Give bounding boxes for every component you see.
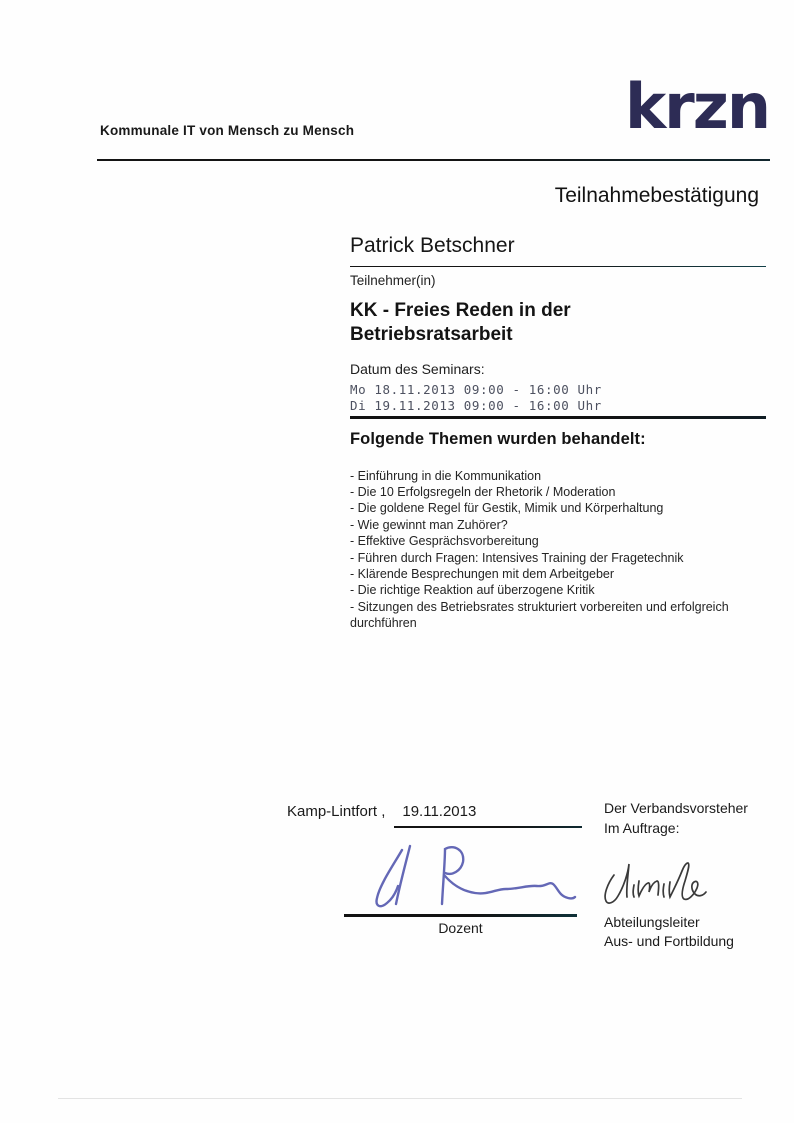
issuer-role-line1: Abteilungsleiter bbox=[604, 914, 700, 930]
seminar-session-row: Di 19.11.2013 09:00 - 16:00 Uhr bbox=[350, 398, 602, 413]
issuer-block bbox=[604, 799, 748, 838]
main-content bbox=[350, 234, 766, 632]
issuer-role-line2: Aus- und Fortbildung bbox=[604, 932, 734, 949]
topic-item: - Sitzungen des Betriebsrates strukturiert vorbereiten und erfolgreich durchführen bbox=[350, 599, 729, 631]
seminar-session-row: Mo 18.11.2013 09:00 - 16:00 Uhr bbox=[350, 382, 602, 397]
participant-name: Patrick Betschner bbox=[350, 234, 766, 267]
seminar-date-label: Datum des Seminars: bbox=[350, 361, 485, 377]
course-title-line2: Betriebsratsarbeit bbox=[350, 324, 513, 345]
topic-item: - Die goldene Regel für Gestik, Mimik und Körperhaltung bbox=[350, 501, 664, 516]
krzn-logo: krzn bbox=[624, 70, 769, 143]
scan-artifact-line bbox=[58, 1098, 742, 1099]
issuer-line1: Der Verbandsvorsteher bbox=[604, 800, 748, 816]
topic-item: - Einführung in die Kommunikation bbox=[350, 468, 542, 483]
topics-heading: Folgende Themen wurden behandelt: bbox=[350, 429, 646, 448]
dozent-label: Dozent bbox=[438, 920, 483, 936]
seminar-sessions bbox=[350, 382, 766, 414]
dozent-signature-line bbox=[344, 914, 577, 917]
date-value: 19.11.2013 bbox=[394, 803, 582, 828]
document-title: Teilnahmebestätigung bbox=[554, 184, 759, 207]
dozent-signature-icon bbox=[338, 840, 578, 918]
topic-item: - Klärende Besprechungen mit dem Arbeitgeber bbox=[350, 566, 615, 581]
topic-item: - Effektive Gesprächsvorbereitung bbox=[350, 534, 539, 549]
topic-item: - Die richtige Reaktion auf überzogene Kritik bbox=[350, 583, 595, 598]
place-label: Kamp-Lintfort , bbox=[287, 803, 386, 820]
header-divider bbox=[97, 159, 770, 161]
participant-label: Teilnehmer(in) bbox=[350, 273, 436, 288]
company-tagline: Kommunale IT von Mensch zu Mensch bbox=[100, 123, 355, 138]
issuer-role bbox=[604, 913, 734, 950]
issuer-line2: Im Auftrage: bbox=[604, 819, 680, 836]
course-title-line1: KK - Freies Reden in der bbox=[350, 300, 571, 321]
topic-item: - Wie gewinnt man Zuhörer? bbox=[350, 517, 508, 532]
topic-item: - Die 10 Erfolgsregeln der Rhetorik / Moderation bbox=[350, 484, 616, 499]
place-date-row bbox=[287, 803, 582, 828]
course-title bbox=[350, 299, 766, 347]
seminar-divider bbox=[350, 416, 766, 419]
abteilungsleiter-signature-icon bbox=[598, 851, 716, 911]
topics-list bbox=[350, 468, 766, 632]
topic-item: - Führen durch Fragen: Intensives Training der Fragetechnik bbox=[350, 550, 684, 565]
